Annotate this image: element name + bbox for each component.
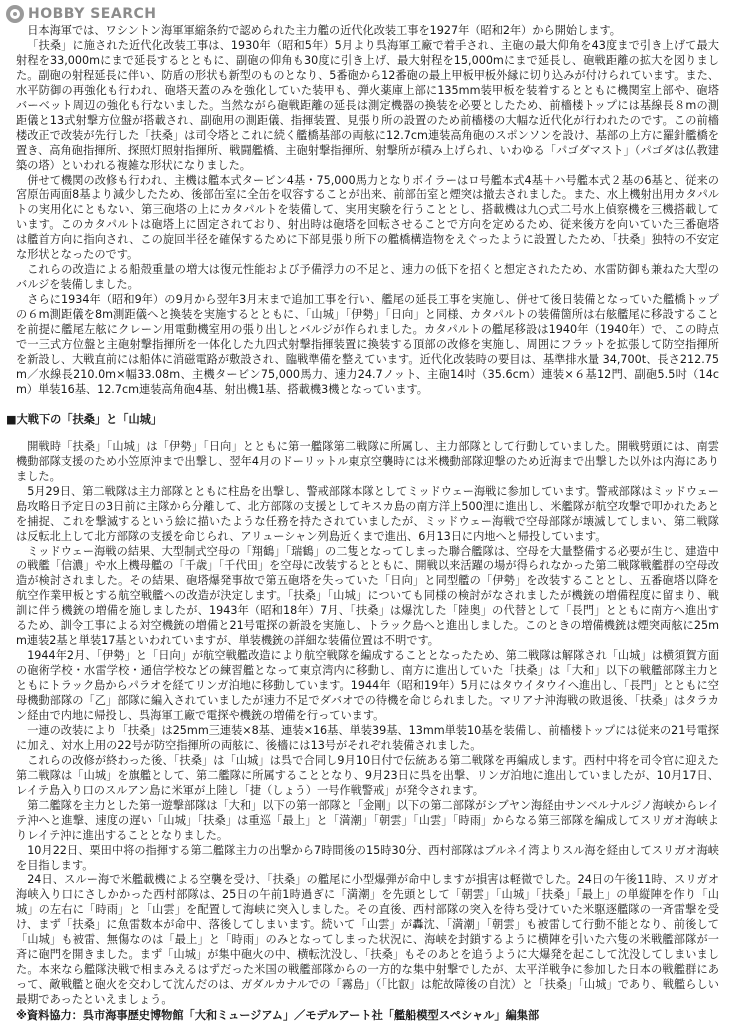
paragraph: これらの改修が終わった後、「扶桑」は「山城」は呉で合同し9月10日付で伝統ある第二戦隊を再編成します。西村中将を司令官に迎えた第二戦隊は「山城」を旗艦として、第二艦隊に所属することとなり、9月23日に呉を出撃、リンガ泊地に進出していましたが、10月17日、レイテ島入り口のスルアン島に米軍が上陸し「捷（しょう）一号作戦警戒」が発令されます。 — [16, 753, 719, 797]
paragraph: 併せて機関の改修も行われ、主機は艦本式タービン4基・75,000馬力となりボイラーはロ号艦本式4基＋ハ号艦本式２基の6基と、従来の宮原缶両面8基より減少したため、後部缶室に全缶を収容することが出来、前部缶室と煙突は撤去されました。また、水上機射出用カタパルトの実用化にともない、第三砲塔の上にカタパルトを装備して、実用実験を行うこととし、搭載機は九○式二号水上偵察機を三機搭載しています。このカタパルトは砲塔上に固定されており、射出時は砲塔を回転させることで方向を定めるため、従来後方を向いていた三番砲塔は艦首方向に指向され、この旋回半径を確保するために下部見張り所下の艦橋構造物をえぐったように設置したため、「扶桑」独特の不安定な形状となったのです。 — [16, 173, 719, 262]
paragraph: 24日、スルー海で米艦載機による空襲を受け、「扶桑」の艦尾に小型爆弾が命中しますが損害は軽微でした。24日の午後11時、スリガオ海峡入り口にさしかかった西村部隊は、25日の午前1時過ぎに「満潮」を先頭として「朝雲」「山城」「扶桑」「最上」の単縦陣を作り「山城」の左右に「時雨」と「山雲」を配置して海峡に突入しました。その直後、西村部隊の突入を待ち受けていた米駆逐艦隊の一斉雷撃を受け、まず「扶桑」に魚雷数本が命中、落後してしまいます。続いて「山雲」が轟沈、「満潮」「朝雲」も被雷して行動不能となり、前後して「山城」も被雷、無傷なのは「最上」と「時雨」のみとなってしまった状況に、海峡を封鎖するように横陣を引いた六隻の米戦艦部隊が一斉に砲門を開きました。まず「山城」が集中砲火の中、横転沈没し、「扶桑」もそのあとを追うように大爆発を起こして沈没してしまいました。本来なら艦隊決戦で相まみえるはずだった米国の戦艦部隊からの一方的な集中射撃でしたが、太平洋戦争に参加した日本の戦艦群にあって、敵戦艦と砲火を交わして沈んだのは、ガダルカナルでの「霧島」（「比叡」は舵故障後の自沈）と「扶桑」「山城」であり、戦艦らしい最期であったといえましょう。 — [16, 873, 719, 1007]
paragraph: 第二艦隊を主力とした第一遊撃部隊は「大和」以下の第一部隊と「金剛」以下の第二部隊がシブヤン海経由サンベルナルジノ海峡からレイテ沖へと進撃、速度の遅い「山城」「扶桑」は重巡「最上」と「満潮」「朝雲」「山雲」「時雨」からなる第三部隊を編成してスリガオ海峡よりレイテ沖に進出することとなりました。 — [16, 798, 719, 842]
paragraph: 1944年2月、「伊勢」と「日向」が航空戦艦改造により航空戦隊を編成することとなったため、第二戦隊は解隊され「山城」は横須賀方面の砲術学校・水雷学校・通信学校などの練習艦となって東京湾内に移動し、南方に進出していた「扶桑」は「大和」以下の戦艦部隊主力とともにトラック島からパラオを経てリンガ泊地に移動しています。1944年（昭和19年）5月にはタウイタウイへ進出し、「長門」とともに空母機動部隊の「乙」部隊に編入されていましたが速力不足でダバオでの待機を命じられました。マリアナ沖海戦の敗退後、「扶桑」はタラカン経由で内地に帰投し、呉海軍工廠で電探や機銃の増備を行っています。 — [16, 649, 719, 722]
paragraph: ミッドウェー海戦の結果、大型制式空母の「翔鶴」「瑞鶴」の二隻となってしまった聯合艦隊は、空母を大量整備する必要が生じ、建造中の戦艦「信濃」や水上機母艦の「千歳」「千代田」を空母に改装するとともに、開戦以来活躍の場が得られなかった第二戦隊戦艦群の空母改造が検討されました。その結果、砲塔爆発事故で第五砲塔を失っていた「日向」と同型艦の「伊勢」を改装することとし、五番砲塔以降を航空作業甲板とする航空戦艦への改造が決定します。「扶桑」「山城」についても同様の検討がなされましたが機銃の増備程度に留まり、戦訓に伴う機銃の増備を施しましたが、1943年（昭和18年）7月、「扶桑」は爆沈した「陸奥」の代替として「長門」とともに南方へ進出するため、訓令工事による対空機銃の増備と21号電探の新設を実施し、トラック島へと進出しました。このときの増備機銃は煙突両舷に25mm連装2基と単装17基といわれていますが、単装機銃の詳細な装備位置は不明です。 — [16, 544, 719, 648]
paragraph: 10月22日、栗田中将の指揮する第二艦隊主力の出撃から7時間後の15時30分、西村部隊はブルネイ湾よりスル海を経由してスリガオ海峡を目指します。 — [16, 843, 719, 872]
section-heading: ■大戦下の「扶桑」と「山城」 — [6, 412, 163, 426]
paragraph: さらに1934年（昭和9年）の9月から翌年3月末まで追加工事を行い、艦尾の延長工事を実施し、併せて後日装備となっていた艦橋トップの６m測距儀を8m測距儀へと換装を実施するとともに、「山城」「伊勢」「日向」と同様、カタパルトの装備箇所は右舷艦尾に移設することを前提に艦尾左舷にクレーン用電動機室用の張り出しとバルジが作られました。カタパルトの艦尾移設は1940年（1940年）で、この時点で一三式方位盤と主砲射撃指揮所を一体化した九四式射撃指揮装置に換装する頂部の改修を実施し、周囲にフラットを拡張して防空指揮所を新設し、大戦直前には船体に消磁電路が敷設され、臨戦準備を整えています。近代化改装時の要目は、基準排水量 34,700t、長さ212.75m／水線長210.0m×幅33.08m、主機タービン75,000馬力、速力24.7ノット、主砲14吋（35.6cm）連装×６基12門、副砲5.5吋（14cm）単装16基、12.7cm連装高角砲4基、射出機1基、搭載機3機となっています。 — [16, 293, 719, 396]
section-wartime — [16, 440, 719, 1008]
paragraph: 開戦時「扶桑」「山城」は「伊勢」「日向」とともに第一艦隊第二戦隊に所属し、主力部隊として行動していました。開戦劈頭には、南雲機動部隊支援のため小笠原沖まで出撃し、翌年4月のドーリットル東京空襲時には米機動部隊迎撃のため近海まで出撃した以外は内海にありました。 — [16, 439, 719, 483]
source-credit: ※資料協力：呉市海事歴史博物館「大和ミュージアム」／モデルアート社「艦船模型スペシャル」編集部 — [16, 1009, 540, 1023]
paragraph: 一連の改装により「扶桑」は25mm三連装×8基、連装×16基、単装39基、13mm単装10基を装備し、前檣楼トップには従来の21号電探に加え、対水上用の22号が防空指揮所の両舷に、後檣には13号がそれぞれ装備されました。 — [16, 723, 719, 752]
site-header — [6, 4, 156, 24]
paragraph: 5月29日、第二戦隊は主力部隊とともに柱島を出撃し、警戒部隊本隊としてミッドウェー海戦に参加しています。警戒部隊はミッドウェー島攻略日予定日の3日前に主隊から分離して、北方部隊の支援としてキスカ島の南方洋上500浬に進出し、米艦隊が航空攻撃で叩かれたあとを捕捉、これを撃滅するという絵に描いたような任務を持たされていましたが、ミッドウェー海戦で空母部隊が壊滅してしまい、第二戦隊は反転北上して北方部隊の支援を命じられ、アリューシャン列島近くまで進出、6月13日に内地へと帰投しています。 — [16, 484, 719, 543]
paragraph: 「扶桑」に施された近代化改装工事は、1930年（昭和5年）5月より呉海軍工廠で着手され、主砲の最大仰角を43度まで引き上げて最大射程を33,000mにまで延長するとともに、副砲の仰角も30度に引き上げ、最大射程を15,000mにまで延長し、砲戦距離の拡大を図りました。副砲の射程延長に伴い、防盾の形状も新型のものとなり、5番砲から12番砲の最上甲板甲板外縁に切り込みが付けられています。また、水平防御の再強化も行われ、砲塔天蓋のみを強化していた装甲も、弾火薬庫上部に135mm装甲板を装着するとともに機関室上部や、砲塔バーベット周辺の強化も行ないました。当然ながら砲戦距離の延長は測定機器の換装を必要としたため、前檣楼トップには基線長８mの測距儀と13式射撃方位盤が搭載され、副砲用の測距儀、指揮装置、見張り所の設置のため前檣楼の大幅な近代化が行われたのです。この前檣楼改正で改装が先行した「扶桑」は司令塔とこれに続く艦橋基部の両舷に12.7cm連装高角砲のスポンソンを設け、基部の上方に羅針艦橋を置き、高角砲指揮所、探照灯照射指揮所、戦闘艦橋、主砲射撃指揮所、射撃所が積み上げられ、いわゆる「パゴダマスト」（パゴダは仏教建築の塔）といわれる複雑な形状になりました。 — [16, 38, 719, 172]
paragraph: 日本海軍では、ワシントン海軍軍縮条約で認められた主力艦の近代化改装工事を1927年（昭和2年）から開始します。 — [27, 24, 621, 37]
site-logo-text: HOBBY SEARCH — [28, 6, 157, 22]
paragraph: これらの改造による船殻重量の増大は復元性能および予備浮力の不足と、速力の低下を招くと想定されたため、水雷防御も兼ねた大型のバルジを装備しました。 — [16, 263, 719, 292]
section-modernization — [16, 24, 719, 398]
article-body — [6, 24, 719, 1023]
hobbysearch-logo-icon — [6, 5, 24, 23]
